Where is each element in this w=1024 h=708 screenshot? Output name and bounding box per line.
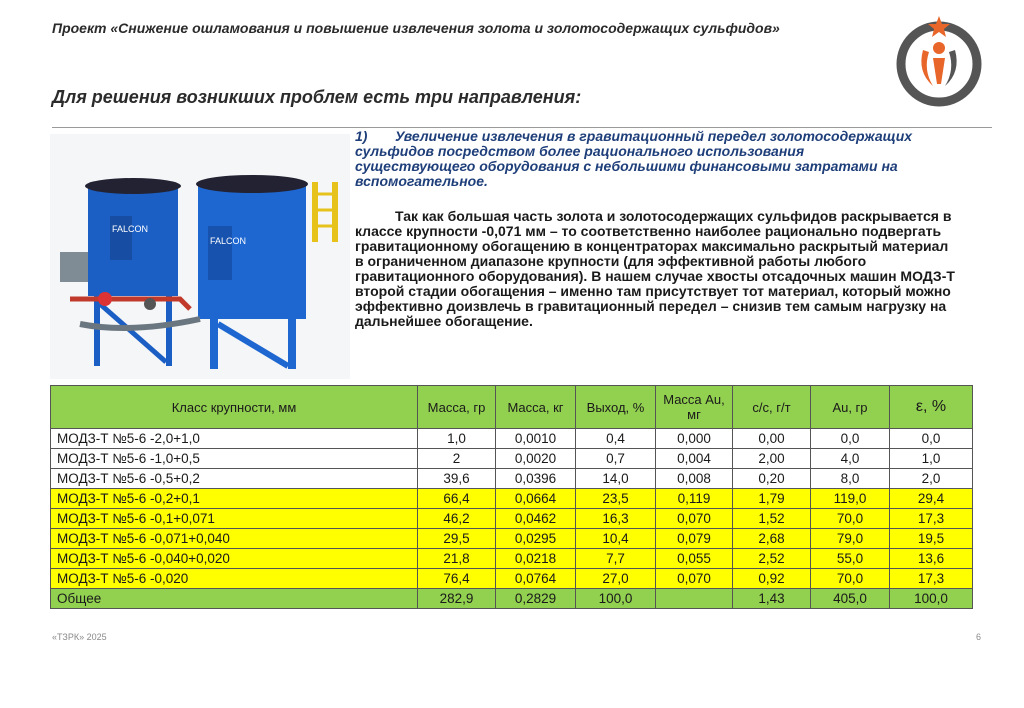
table-cell-value: 46,2 <box>418 509 496 529</box>
col-header-au-mass: Масса Au, мг <box>656 386 733 429</box>
table-cell-value: 29,5 <box>418 529 496 549</box>
section-heading: Для решения возникших проблем есть три направления: <box>52 87 582 107</box>
table-cell-value: 405,0 <box>811 589 890 609</box>
table-row <box>51 449 973 469</box>
table-cell-class: МОДЗ-Т №5-6 -0,020 <box>51 569 418 589</box>
table-cell-value: 29,4 <box>890 489 973 509</box>
falcon-concentrator-image <box>50 134 350 379</box>
table-cell-class: МОДЗ-Т №5-6 -0,2+0,1 <box>51 489 418 509</box>
table-cell-class: МОДЗ-Т №5-6 -0,071+0,040 <box>51 529 418 549</box>
table-cell-value: 0,4 <box>576 429 656 449</box>
table-cell-value: 4,0 <box>811 449 890 469</box>
direction-description: Увеличение извлечения в гравитационный передел золотосодержащих сульфидов посредством более рационального использования существующего оборудования с небольшими финансовыми затратами на вспомогательное. <box>355 128 913 189</box>
table-cell-value: 70,0 <box>811 569 890 589</box>
table-row <box>51 529 973 549</box>
col-header-mass-kg: Масса, кг <box>496 386 576 429</box>
table-cell-value: 0,008 <box>656 469 733 489</box>
table-cell-value: 0,20 <box>733 469 811 489</box>
table-row <box>51 569 973 589</box>
col-header-grade: с/с, г/т <box>733 386 811 429</box>
table-cell-value: 70,0 <box>811 509 890 529</box>
table-cell-value: 0,0 <box>811 429 890 449</box>
table-header-row <box>51 386 973 429</box>
table-cell-value: 17,3 <box>890 509 973 529</box>
table-cell-value: 79,0 <box>811 529 890 549</box>
table-cell-value: 55,0 <box>811 549 890 569</box>
table-cell-value: 0,00 <box>733 429 811 449</box>
brand-label-right: FALCON <box>210 236 247 246</box>
company-logo-icon <box>893 12 985 108</box>
brand-label-left: FALCON <box>112 224 149 234</box>
table-cell-value: 0,2829 <box>496 589 576 609</box>
table-row <box>51 469 973 489</box>
table-cell-value: 19,5 <box>890 529 973 549</box>
table-cell-value: 7,7 <box>576 549 656 569</box>
table-cell-value: 21,8 <box>418 549 496 569</box>
col-header-mass-g: Масса, гр <box>418 386 496 429</box>
explanation-paragraph <box>355 209 955 329</box>
table-cell-value: 100,0 <box>576 589 656 609</box>
col-header-yield: Выход, % <box>576 386 656 429</box>
table-cell-value: 0,070 <box>656 509 733 529</box>
table-cell-value: 2,00 <box>733 449 811 469</box>
table-cell-value: 2 <box>418 449 496 469</box>
col-header-size-class: Класс крупности, мм <box>51 386 418 429</box>
table-cell-value: 0,0295 <box>496 529 576 549</box>
table-row <box>51 429 973 449</box>
page-number: 6 <box>976 632 982 642</box>
table-cell-value: 76,4 <box>418 569 496 589</box>
table-cell-value: 0,0010 <box>496 429 576 449</box>
table-cell-value: 39,6 <box>418 469 496 489</box>
table-cell-value: 0,004 <box>656 449 733 469</box>
table-cell-value: 10,4 <box>576 529 656 549</box>
table-cell-class: Общее <box>51 589 418 609</box>
table-cell-value: 0,0396 <box>496 469 576 489</box>
table-cell-value: 16,3 <box>576 509 656 529</box>
table-cell-class: МОДЗ-Т №5-6 -0,1+0,071 <box>51 509 418 529</box>
col-header-au-g: Au, гр <box>811 386 890 429</box>
table-cell-value: 0,7 <box>576 449 656 469</box>
page-title: Проект «Снижение ошламования и повышение извлечения золота и золотосодержащих сульфидов» <box>52 20 780 36</box>
explanation-text: Так как большая часть золота и золотосодержащих сульфидов раскрывается в классе крупности -0,071 мм – то соответственно наиболее рационально подвергать гравитационному обогащению в концентраторах максимально раскрытый материал в ограниченном диапазоне крупности (для эффективной работы любого гравитационного оборудования). В нашем случае хвосты отсадочных машин МОДЗ-Т второй стадии обогащения – именно там присутствует тот материал, который можно эффективно доизвлечь в гравитационный передел – снизив тем самым нагрузку на дальнейшее обогащение. <box>355 208 955 329</box>
table-cell-value: 66,4 <box>418 489 496 509</box>
table-cell-value: 0,0020 <box>496 449 576 469</box>
direction-number: 1) <box>355 128 368 144</box>
footer-copyright: «ТЗРК» 2025 <box>52 632 107 642</box>
table-cell-class: МОДЗ-Т №5-6 -0,040+0,020 <box>51 549 418 569</box>
table-cell-value: 0,0218 <box>496 549 576 569</box>
table-cell-value: 1,52 <box>733 509 811 529</box>
table-cell-value: 1,43 <box>733 589 811 609</box>
table-cell-value <box>656 589 733 609</box>
table-cell-value: 0,055 <box>656 549 733 569</box>
table-cell-value: 23,5 <box>576 489 656 509</box>
table-cell-value: 17,3 <box>890 569 973 589</box>
table-cell-value: 1,79 <box>733 489 811 509</box>
results-table <box>50 385 973 609</box>
table-row <box>51 489 973 509</box>
table-cell-class: МОДЗ-Т №5-6 -0,5+0,2 <box>51 469 418 489</box>
table-cell-value: 13,6 <box>890 549 973 569</box>
table-cell-value: 14,0 <box>576 469 656 489</box>
table-cell-value: 0,119 <box>656 489 733 509</box>
table-cell-value: 100,0 <box>890 589 973 609</box>
direction-one-text <box>355 129 915 189</box>
table-cell-class: МОДЗ-Т №5-6 -2,0+1,0 <box>51 429 418 449</box>
table-row <box>51 589 973 609</box>
table-row <box>51 549 973 569</box>
table-cell-value: 0,0462 <box>496 509 576 529</box>
table-cell-value: 282,9 <box>418 589 496 609</box>
table-cell-value: 1,0 <box>418 429 496 449</box>
table-cell-value: 0,0764 <box>496 569 576 589</box>
table-row <box>51 509 973 529</box>
table-cell-value: 2,52 <box>733 549 811 569</box>
table-cell-value: 119,0 <box>811 489 890 509</box>
table-cell-value: 0,92 <box>733 569 811 589</box>
table-cell-value: 2,68 <box>733 529 811 549</box>
table-cell-value: 1,0 <box>890 449 973 469</box>
table-cell-value: 0,079 <box>656 529 733 549</box>
table-cell-value: 0,0664 <box>496 489 576 509</box>
table-cell-value: 0,0 <box>890 429 973 449</box>
table-cell-value: 2,0 <box>890 469 973 489</box>
table-cell-value: 27,0 <box>576 569 656 589</box>
table-cell-value: 0,000 <box>656 429 733 449</box>
table-cell-value: 8,0 <box>811 469 890 489</box>
table-cell-value: 0,070 <box>656 569 733 589</box>
table-cell-class: МОДЗ-Т №5-6 -1,0+0,5 <box>51 449 418 469</box>
col-header-recovery: ε, % <box>890 386 973 429</box>
